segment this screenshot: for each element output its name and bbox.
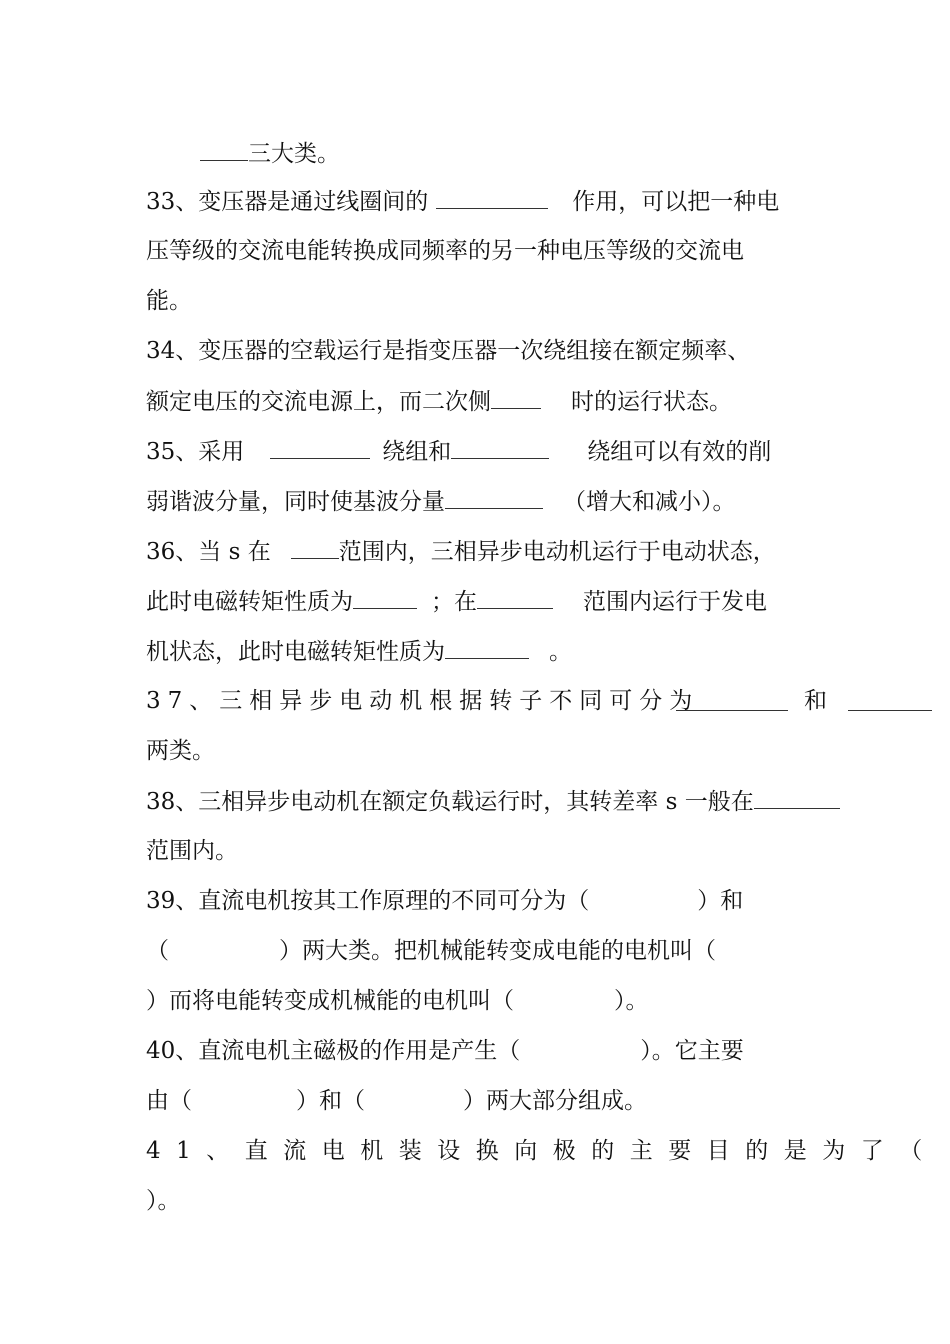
q36-text-g: 。 — [549, 639, 572, 665]
q33-text-d: 能。 — [146, 288, 192, 314]
q36-text-e: 范围内运行于发电 — [583, 589, 767, 615]
q40-line-2 — [146, 1086, 647, 1116]
q39-text-f: ）。 — [614, 988, 649, 1014]
q32-text: 三大类。 — [248, 141, 340, 167]
q36-line-2 — [146, 586, 767, 617]
q33-line-2 — [146, 236, 744, 266]
q39-line-3 — [146, 986, 649, 1016]
q39-line-1 — [146, 886, 743, 916]
q41-line-1 — [146, 1136, 938, 1166]
q37-text-a: 37、三相异步电动机根据转子不同可分为 — [146, 688, 700, 714]
q35-line-1 — [146, 436, 771, 467]
q40-text-a: 40、直流电机主磁极的作用是产生（ — [146, 1038, 521, 1064]
q36-text-a: 36、当 s 在 — [146, 539, 271, 565]
q39-text-e: ）而将电能转变成机械能的电机叫（ — [146, 988, 514, 1014]
q34-line-1 — [146, 336, 750, 366]
q40-text-b: ）。它主要 — [640, 1038, 744, 1064]
answer-blank[interactable] — [754, 786, 840, 809]
answer-blank[interactable] — [848, 688, 932, 711]
q35-text-e: （增大和减小）。 — [563, 489, 736, 515]
answer-blank[interactable] — [291, 536, 339, 559]
q39-text-a: 39、直流电机按其工作原理的不同可分为（ — [146, 888, 590, 914]
answer-blank[interactable] — [270, 436, 370, 459]
q33-text-b: 作用，可以把一种电 — [572, 189, 780, 215]
q35-text-a: 35、采用 — [146, 439, 245, 465]
answer-blank[interactable] — [445, 636, 529, 659]
q35-line-2 — [146, 486, 736, 517]
q35-text-c: 绕组可以有效的削 — [587, 439, 772, 465]
q37-text-b: 和 — [804, 688, 827, 714]
answer-blank[interactable] — [436, 186, 548, 209]
q36-text-c: 此时电磁转矩性质为 — [146, 589, 353, 615]
q38-line-2 — [146, 836, 238, 866]
q40-text-d: ）和（ — [296, 1088, 365, 1114]
q37-line-1 — [146, 686, 699, 716]
q39-line-2 — [146, 936, 716, 966]
q41-text-a: 41、直流电机装设换向极的主要目的是为了（ — [146, 1138, 938, 1164]
q35-text-d: 弱谐波分量，同时使基波分量 — [146, 489, 445, 515]
q39-text-d: ）两大类。把机械能转变成电能的电机叫（ — [279, 938, 716, 964]
q34-line-2 — [146, 386, 732, 417]
q36-text-d: ；在 — [431, 589, 477, 615]
q33-text-c: 压等级的交流电能转换成同频率的另一种电压等级的交流电 — [146, 238, 744, 264]
q33-line-3 — [146, 286, 192, 316]
answer-blank[interactable] — [200, 138, 248, 161]
q32-line — [146, 138, 340, 169]
q34-text-b: 额定电压的交流电源上，而二次侧 — [146, 389, 491, 415]
q41-text-b: ）。 — [146, 1188, 181, 1214]
answer-blank[interactable] — [451, 436, 549, 459]
q40-line-1 — [146, 1036, 744, 1066]
answer-blank[interactable] — [353, 586, 417, 609]
answer-blank[interactable] — [477, 586, 553, 609]
q34-text-c: 时的运行状态。 — [571, 389, 732, 415]
q39-text-c: （ — [146, 938, 169, 964]
q33-text-a: 33、变压器是通过线圈间的 — [146, 189, 429, 215]
q34-text-a: 34、变压器的空载运行是指变压器一次绕组接在额定频率、 — [146, 338, 751, 364]
q38-text-b: 范围内。 — [146, 838, 238, 864]
q40-text-e: ）两大部分组成。 — [463, 1088, 647, 1114]
answer-blank[interactable] — [491, 386, 541, 409]
answer-blank[interactable] — [676, 688, 788, 711]
answer-blank[interactable] — [445, 486, 543, 509]
q37-and — [804, 686, 827, 716]
q38-line-1 — [146, 786, 840, 817]
q37-line-2 — [146, 736, 215, 766]
q37-text-c: 两类。 — [146, 738, 215, 764]
q36-text-f: 机状态，此时电磁转矩性质为 — [146, 639, 445, 665]
q39-text-b: ）和 — [697, 888, 744, 914]
q33-line-1 — [146, 186, 779, 217]
q36-line-1 — [146, 536, 776, 567]
q36-text-b: 范围内，三相异步电动机运行于电动状态， — [338, 539, 776, 565]
q35-text-b: 绕组和 — [382, 439, 452, 465]
q41-line-2 — [146, 1186, 181, 1216]
q38-text-a: 38、三相异步电动机在额定负载运行时，其转差率 s 一般在 — [146, 789, 754, 815]
q40-text-c: 由（ — [146, 1088, 192, 1114]
q36-line-3 — [146, 636, 572, 667]
